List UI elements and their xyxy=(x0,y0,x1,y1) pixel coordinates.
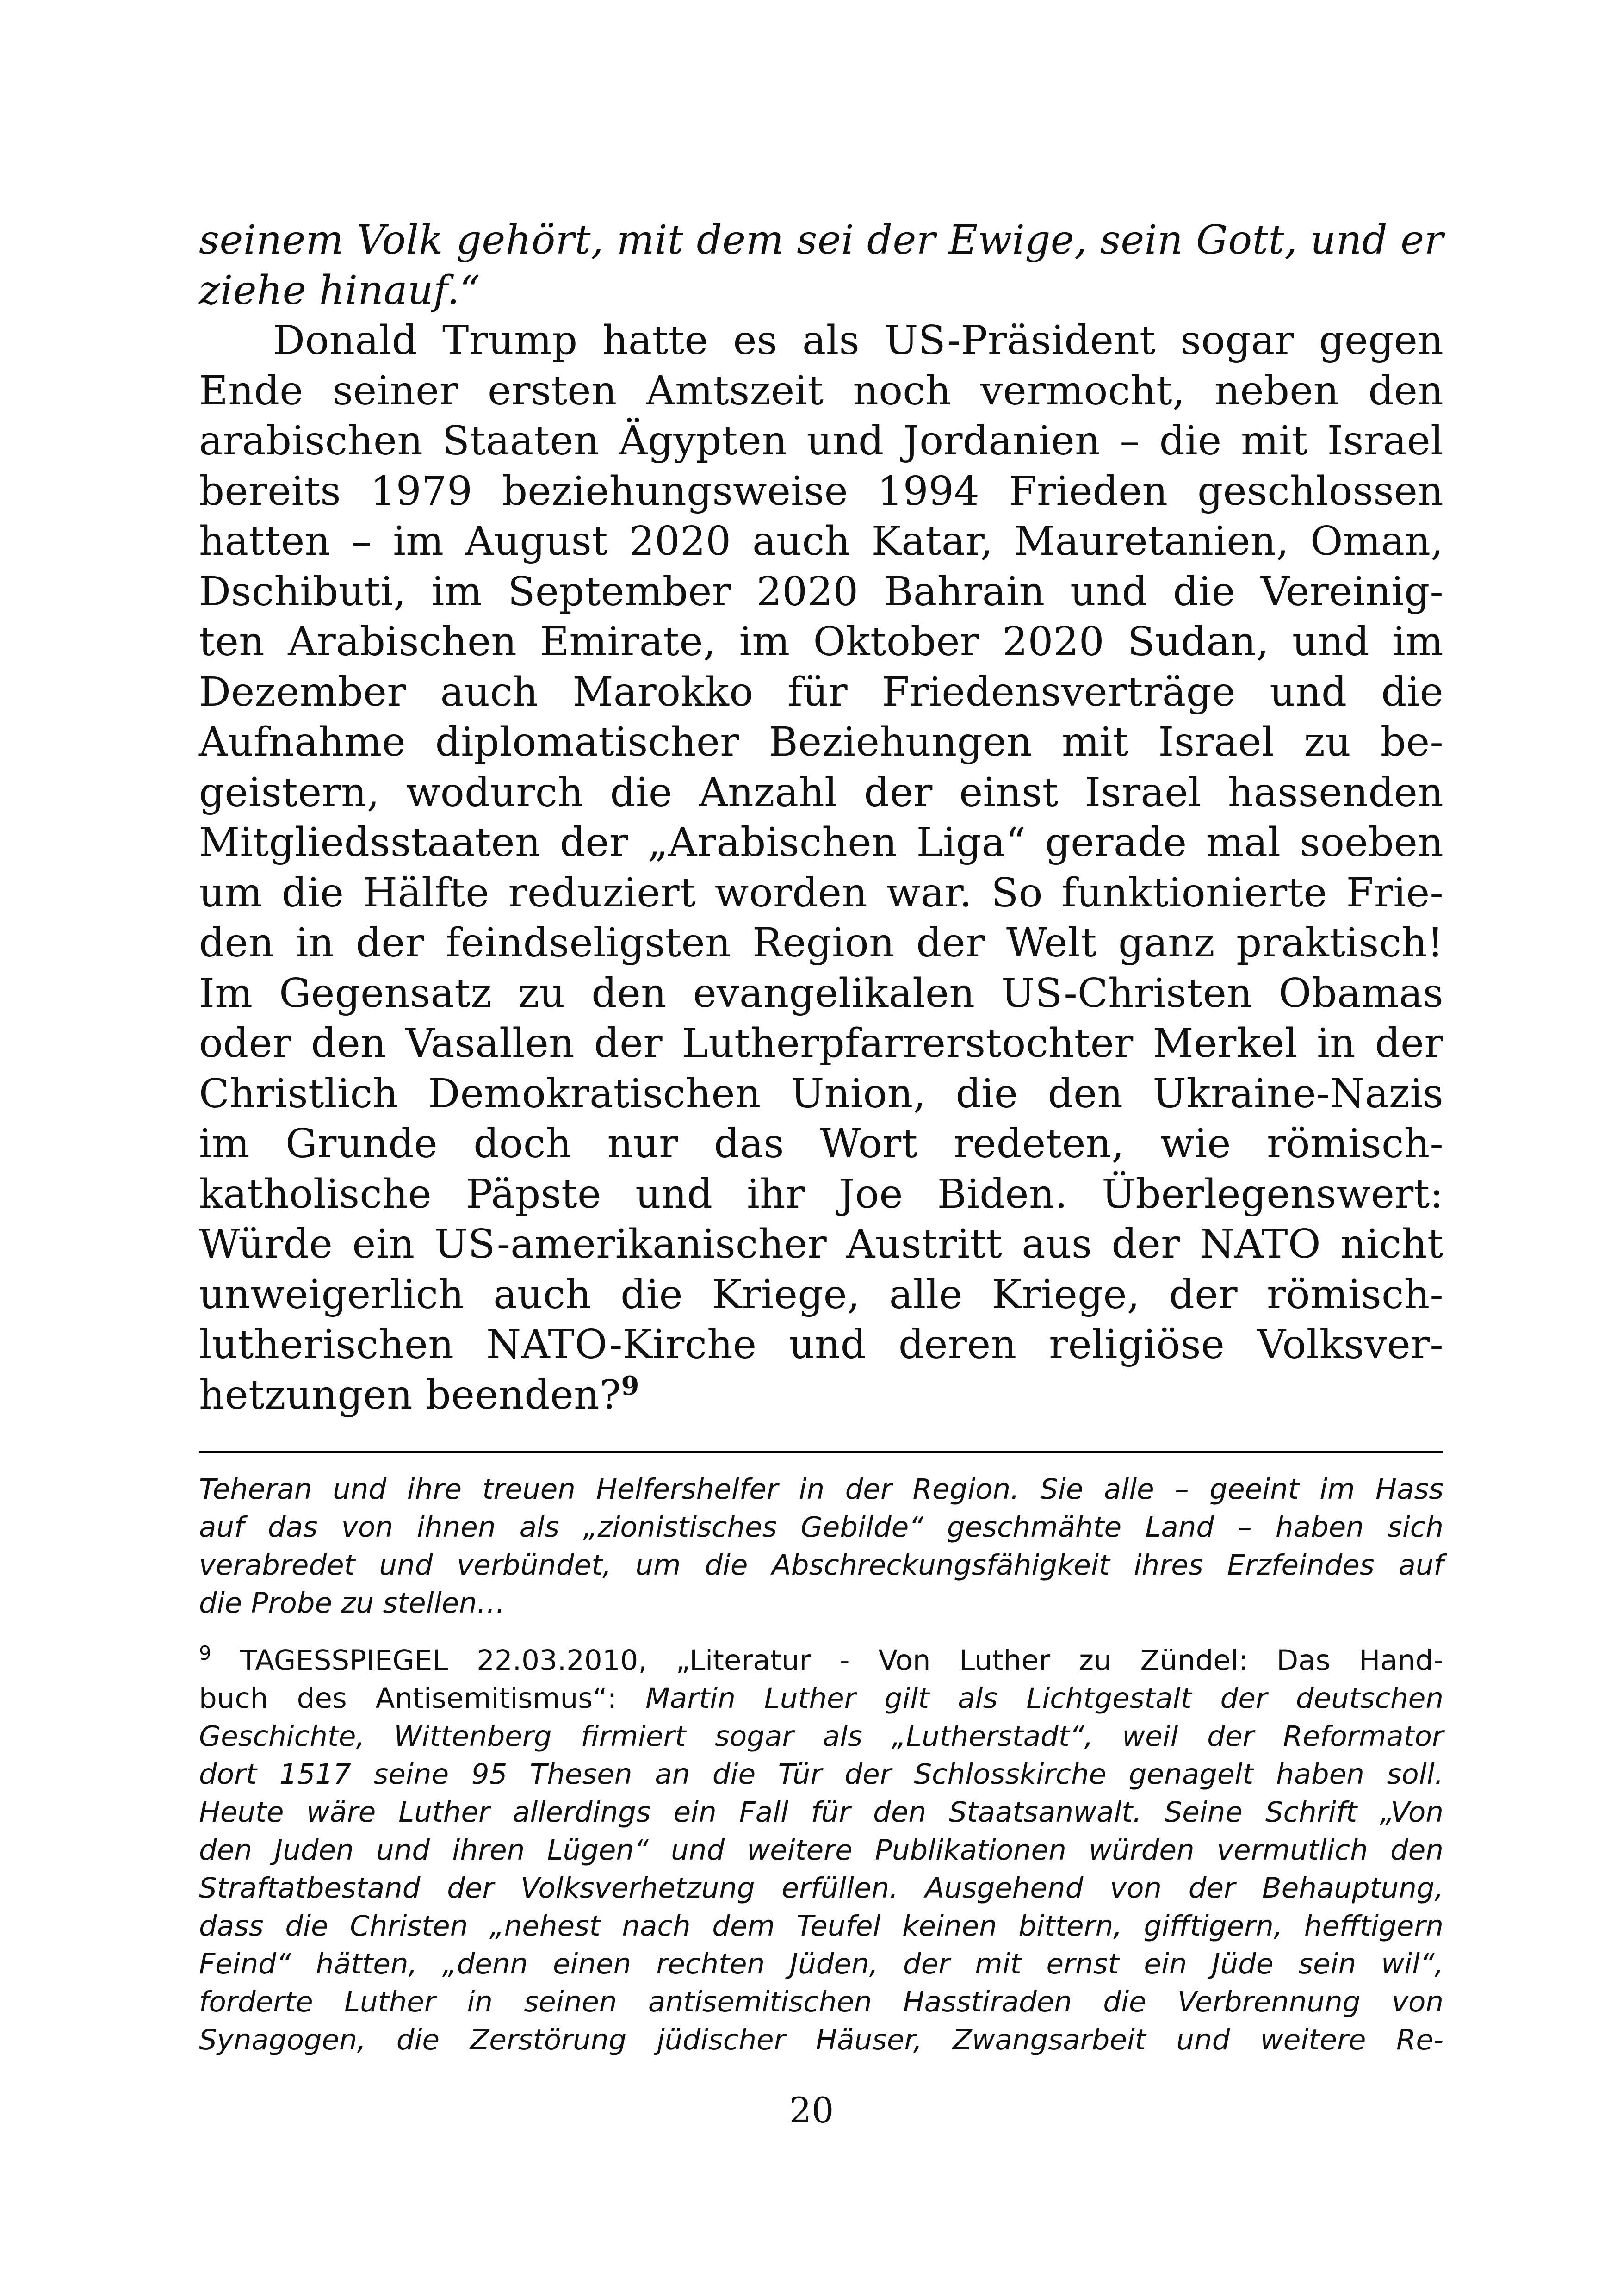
text-line: den in der feindseligsten Region der Welt ganz praktisch! xyxy=(199,920,1443,966)
footnote-line xyxy=(199,1680,1443,1718)
footnote-source-title: buch des Antisemitismus“: xyxy=(199,1682,646,1715)
footnote-line: Synagogen, die Zerstörung jüdischer Häuser, Zwangsarbeit und weitere Re- xyxy=(199,2023,1443,2056)
text-line: Dezember auch Marokko für Friedensverträge und die xyxy=(199,669,1443,715)
footnote-line: Straftatbestand der Volksverhetzung erfüllen. Ausgehend von der Behauptung, xyxy=(199,1872,1443,1905)
footnote-9 xyxy=(199,1642,1443,2059)
footnote-line: dass die Christen „nehest nach dem Teufel keinen bittern, gifftigern, hefftigern xyxy=(199,1910,1443,1942)
footnote-line: dort 1517 seine 95 Thesen an die Tür der Schlosskirche genagelt haben soll. xyxy=(199,1758,1443,1791)
text-line: ziehe hinauf.“ xyxy=(199,267,480,314)
footnote-line: verabredet und verbündet, um die Abschreckungsfähigkeit ihres Erzfeindes auf xyxy=(199,1549,1443,1582)
text-line: Mitgliedsstaaten der „Arabischen Liga“ gerade mal soeben xyxy=(199,819,1443,866)
footnote-line: den Juden und ihren Lügen“ und weitere Publikationen würden vermutlich den xyxy=(199,1834,1443,1867)
main-text xyxy=(199,215,1443,1420)
text-line: hatten – im August 2020 auch Katar, Mauretanien, Oman, xyxy=(199,518,1443,565)
text-line: Donald Trump hatte es als US-Präsident sogar gegen xyxy=(273,317,1443,364)
footnote-line: Geschichte, Wittenberg firmiert sogar als „Lutherstadt“, weil der Reformator xyxy=(199,1720,1443,1753)
text-line: Im Gegensatz zu den evangelikalen US-Christen Obamas xyxy=(199,970,1443,1017)
text-line-content: hetzungen beenden? xyxy=(199,1371,621,1418)
footnote-separator xyxy=(199,1451,1443,1453)
text-line: ten Arabischen Emirate, im Oktober 2020 Sudan, und im xyxy=(199,619,1443,665)
footnote-line: Feind“ hätten, „denn einen rechten Jüden, der mit ernst ein Jüde sein wil“, xyxy=(199,1948,1443,1980)
footnote-line: Teheran und ihre treuen Helfershelfer in der Region. Sie alle – geeint im Hass xyxy=(199,1473,1443,1506)
text-line: Christlich Demokratischen Union, die den Ukraine-Nazis xyxy=(199,1070,1443,1117)
text-line: oder den Vasallen der Lutherpfarrerstochter Merkel in der xyxy=(199,1020,1443,1067)
text-line: Dschibuti, im September 2020 Bahrain und die Vereinig- xyxy=(199,568,1443,615)
footnote-line: die Probe zu stellen… xyxy=(199,1587,505,1620)
footnote-lead: TAGESSPIEGEL 22.03.2010, „Literatur - Von Luther zu Zündel: Das Hand- xyxy=(211,1644,1443,1677)
footnote-line: Heute wäre Luther allerdings ein Fall für den Staatsanwalt. Seine Schrift „Von xyxy=(199,1796,1443,1829)
footnote-line xyxy=(199,1642,1443,1680)
footnote-line: forderte Luther in seinen antisemitischen Hasstiraden die Verbrennung von xyxy=(199,1986,1443,2018)
footnote-reference-9[interactable]: 9 xyxy=(621,1370,639,1401)
text-line: seinem Volk gehört, mit dem sei der Ewige, sein Gott, und er xyxy=(199,217,1443,263)
text-line: Aufnahme diplomatischer Beziehungen mit Israel zu be- xyxy=(199,719,1443,765)
text-line: arabischen Staaten Ägypten und Jordanien – die mit Israel xyxy=(199,418,1443,464)
text-line: geistern, wodurch die Anzahl der einst Israel hassenden xyxy=(199,769,1443,816)
text-line: katholische Päpste und ihr Joe Biden. Überlegenswert: xyxy=(199,1171,1443,1217)
text-line: lutherischen NATO-Kirche und deren religiöse Volksver- xyxy=(199,1322,1443,1368)
page-number: 20 xyxy=(789,2090,834,2131)
footnote-number: 9 xyxy=(199,1642,211,1664)
text-line: Würde ein US-amerikanischer Austritt aus der NATO nicht xyxy=(199,1221,1443,1267)
footnote-line: auf das von ihnen als „zionistisches Gebilde“ geschmähte Land – haben sich xyxy=(199,1511,1443,1544)
text-line: bereits 1979 beziehungsweise 1994 Frieden geschlossen xyxy=(199,468,1443,515)
text-line: im Grunde doch nur das Wort redeten, wie römisch- xyxy=(199,1121,1443,1167)
text-line: unweigerlich auch die Kriege, alle Kriege, der römisch- xyxy=(199,1271,1443,1318)
footnote-continuation xyxy=(199,1471,1443,1622)
footnote-quote-start: Martin Luther gilt als Lichtgestalt der deutschen xyxy=(645,1682,1443,1715)
text-line-last xyxy=(199,1370,1443,1421)
text-line: um die Hälfte reduziert worden war. So funktionierte Frie- xyxy=(199,869,1443,916)
text-line: Ende seiner ersten Amtszeit noch vermocht, neben den xyxy=(199,367,1443,414)
